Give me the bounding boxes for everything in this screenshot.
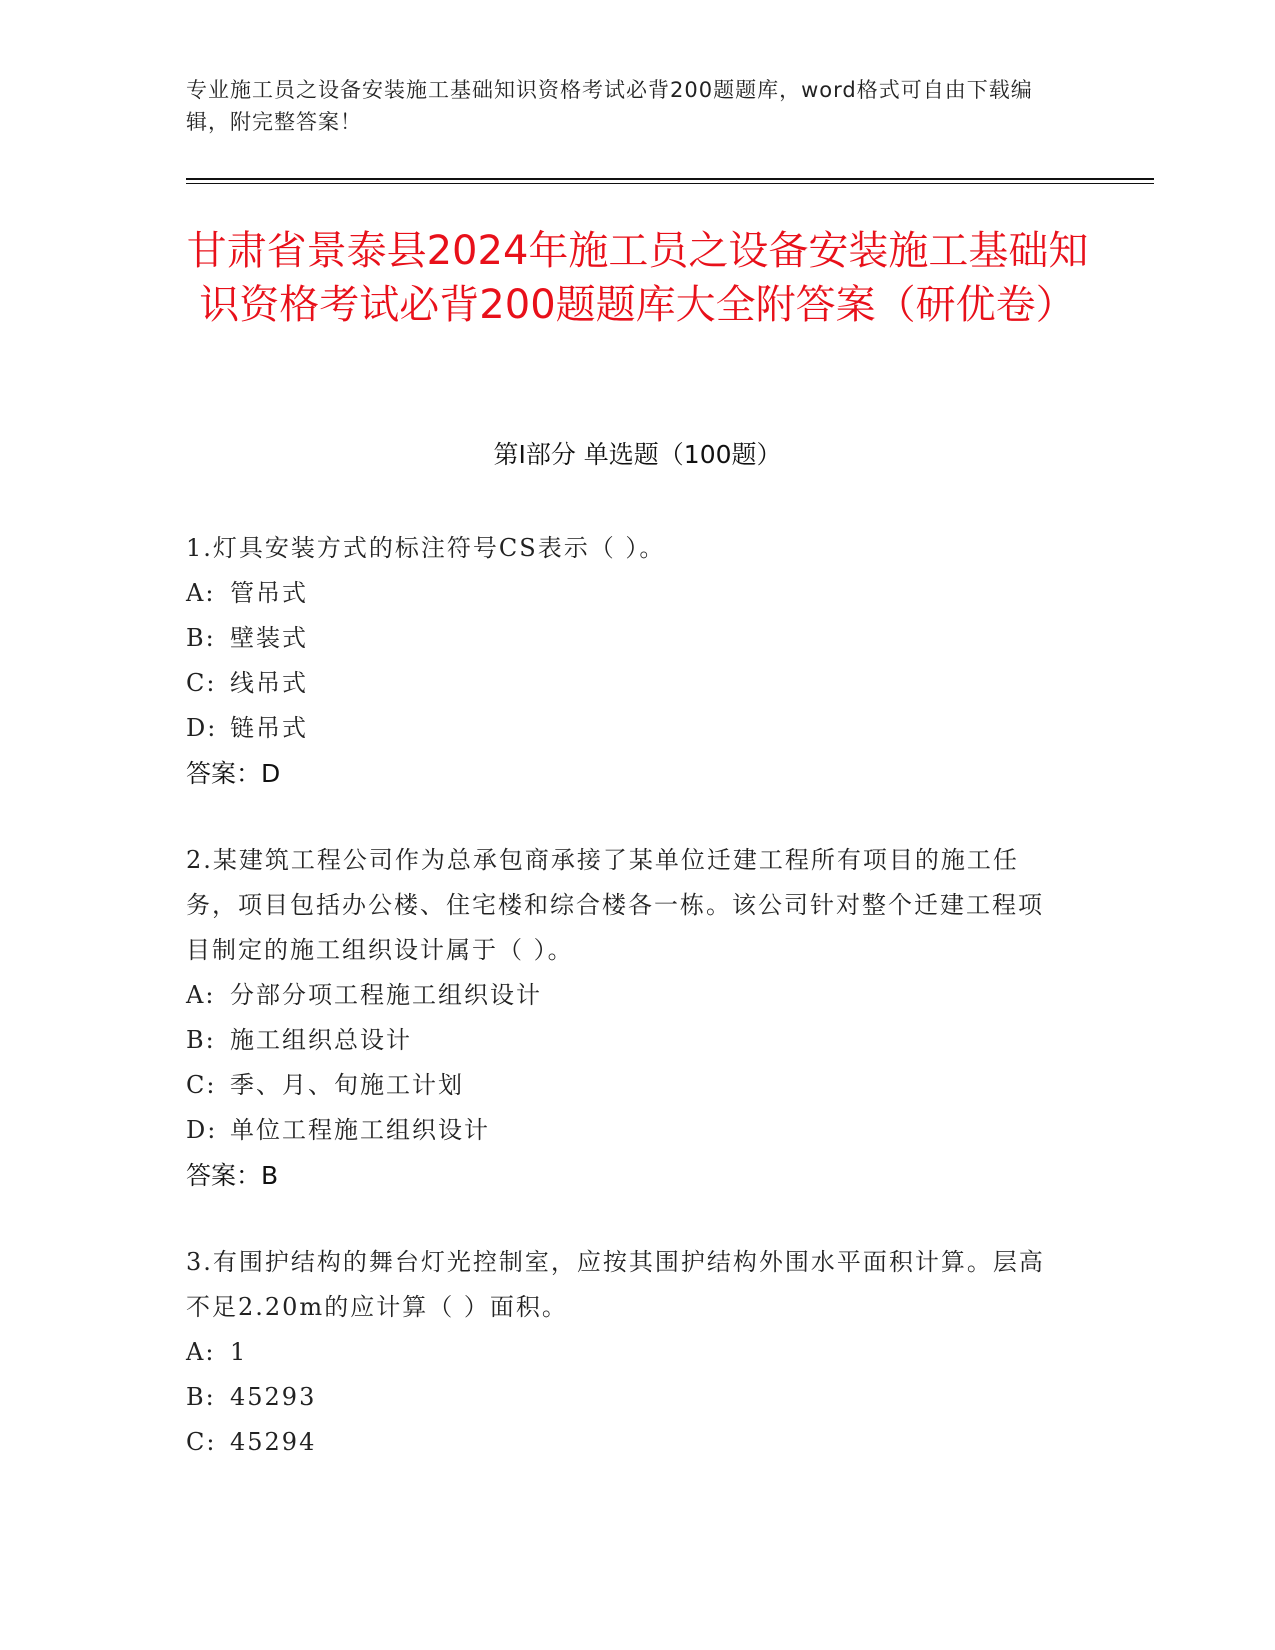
option-text: 单位工程施工组织设计 [230, 1116, 490, 1144]
option-text: 45294 [230, 1428, 317, 1456]
header-note: 专业施工员之设备安装施工基础知识资格考试必背200题题库，word格式可自由下载编辑，附完整答案！ [186, 78, 1033, 134]
option-c [186, 1063, 1056, 1108]
option-d [186, 706, 1056, 751]
option-key: B: [186, 1026, 216, 1054]
question-list [186, 526, 1056, 1507]
option-key: B: [186, 624, 216, 652]
option-key: A: [186, 579, 216, 607]
option-key: C: [186, 669, 217, 697]
document-title: 甘肃省景泰县2024年施工员之设备安装施工基础知识资格考试必背200题题库大全附答案（研优卷） [186, 228, 1089, 328]
option-key: A: [186, 981, 216, 1009]
option-b [186, 1375, 1056, 1420]
question-3 [186, 1240, 1056, 1465]
option-b [186, 616, 1056, 661]
option-key: C: [186, 1428, 217, 1456]
header-divider-thick [186, 178, 1154, 180]
question-stem: 2.某建筑工程公司作为总承包商承接了某单位迁建工程所有项目的施工任务，项目包括办公楼、住宅楼和综合楼各一栋。该公司针对整个迁建工程项目制定的施工组织设计属于（ ）。 [186, 846, 1044, 964]
option-b [186, 1018, 1056, 1063]
question-1 [186, 526, 1056, 796]
option-text: 1 [230, 1338, 248, 1366]
option-key: A: [186, 1338, 216, 1366]
option-text: 管吊式 [230, 579, 308, 607]
question-stem: 3.有围护结构的舞台灯光控制室，应按其围护结构外围水平面积计算。层高不足2.20m的应计算（ ）面积。 [186, 1248, 1045, 1321]
option-key: D: [186, 714, 218, 742]
option-text: 线吊式 [230, 669, 308, 697]
answer-line: 答案：B [186, 1161, 279, 1190]
section-title: 第Ⅰ部分 单选题（100题） [493, 440, 782, 469]
option-text: 施工组织总设计 [230, 1026, 412, 1054]
option-key: D: [186, 1116, 218, 1144]
option-text: 链吊式 [230, 714, 308, 742]
answer-line: 答案：D [186, 759, 281, 788]
option-c [186, 1420, 1056, 1465]
option-text: 45293 [230, 1383, 317, 1411]
option-c [186, 661, 1056, 706]
option-text: 季、月、旬施工计划 [230, 1071, 464, 1099]
option-a [186, 973, 1056, 1018]
option-text: 壁装式 [230, 624, 308, 652]
option-key: C: [186, 1071, 217, 1099]
option-a [186, 1330, 1056, 1375]
question-stem: 1.灯具安装方式的标注符号CS表示（ ）。 [186, 534, 666, 562]
option-a [186, 571, 1056, 616]
question-2 [186, 838, 1056, 1198]
option-d [186, 1108, 1056, 1153]
option-text: 分部分项工程施工组织设计 [230, 981, 542, 1009]
option-key: B: [186, 1383, 216, 1411]
header-divider-thin [186, 183, 1154, 184]
